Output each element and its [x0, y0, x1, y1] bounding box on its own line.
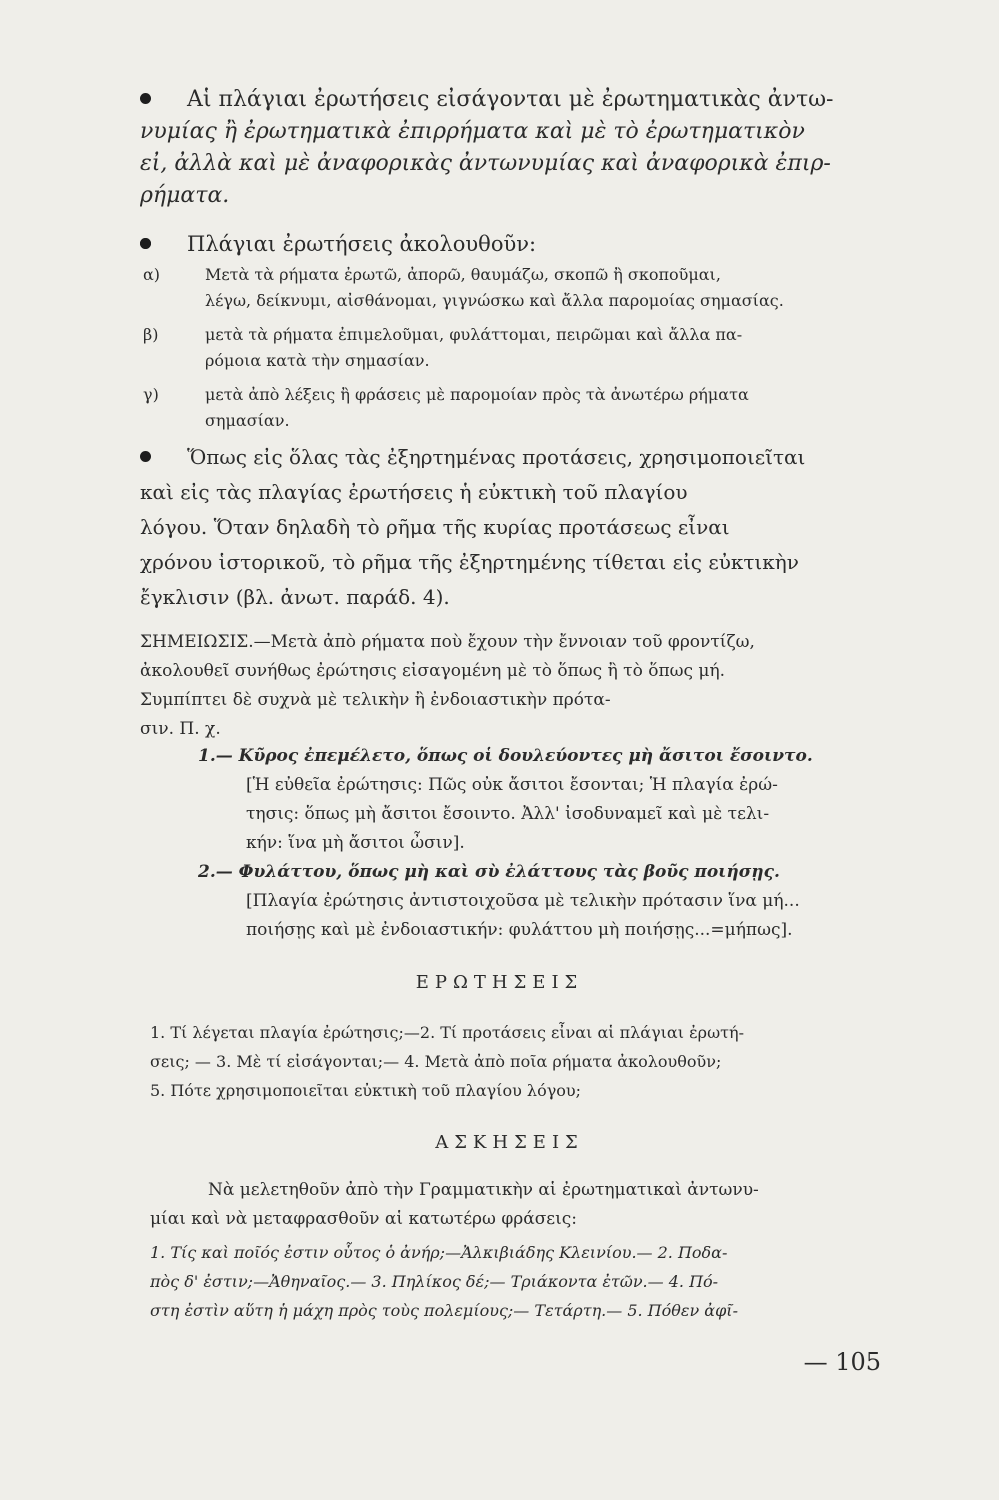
exercises-block [150, 1238, 890, 1325]
questions-heading: ΕΡΩΤΗΣΕΙΣ [415, 972, 584, 993]
example-line: [Πλαγία ἐρώτησις ἀντιστοιχοῦσα μὲ τελικὴν πρότασιν ἵνα μή... [246, 891, 800, 911]
para3-line: λόγου. Ὅταν δηλαδὴ τὸ ρῆμα τῆς κυρίας προτάσεως εἶναι [140, 515, 730, 539]
example-line: 1.— Κῦρος ἐπεμέλετο, ὅπως οἱ δουλεύοντες μὴ ἄσιτοι ἔσοιντο. [198, 746, 813, 766]
questions-block [150, 1018, 890, 1105]
case-line: μετὰ ἀπὸ λέξεις ἢ φράσεις μὲ παρομοίαν πρὸς τὰ ἀνωτέρω ρήματα [205, 385, 749, 404]
para3-line: χρόνου ἱστορικοῦ, τὸ ρῆμα τῆς ἐξηρτημένης τίθεται εἰς εὐκτικὴν [140, 550, 799, 574]
example-1 [198, 742, 888, 858]
para1-line: νυμίας ἢ ἐρωτηματικὰ ἐπιρρήματα καὶ μὲ τὸ ἐρωτηματικὸν [140, 119, 805, 144]
exercise-line: 1. Τίς καὶ ποῖός ἐστιν οὗτος ὁ ἀνήρ;—Ἀλκιβιάδης Κλεινίου.— 2. Ποδα- [150, 1243, 728, 1262]
case-line: λέγω, δείκνυμι, αἰσθάνομαι, γιγνώσκω καὶ ἄλλα παρομοίας σημασίας. [205, 291, 784, 310]
example-line: [Ἡ εὐθεῖα ἐρώτησις: Πῶς οὐκ ἄσιτοι ἔσονται; Ἡ πλαγία ἐρώ- [246, 775, 778, 795]
case-line: ρόμοια κατὰ τὴν σημασίαν. [205, 351, 430, 370]
para1-line: εἰ, ἀλλὰ καὶ μὲ ἀναφορικὰς ἀντωνυμίας καὶ ἀναφορικὰ ἐπιρ- [140, 151, 831, 176]
page-number: — 105 [803, 1348, 881, 1376]
case-line: μετὰ τὰ ρήματα ἐπιμελοῦμαι, φυλάττομαι, πειρῶμαι καὶ ἄλλα πα- [205, 325, 743, 344]
question-line: 5. Πότε χρησιμοποιεῖται εὐκτικὴ τοῦ πλαγίου λόγου; [150, 1081, 582, 1100]
para1-line: Αἱ πλάγιαι ἐρωτήσεις εἰσάγονται μὲ ἐρωτηματικὰς ἀντω- [187, 87, 834, 112]
case-label: α) [143, 265, 161, 284]
para3-line: Ὅπως εἰς ὅλας τὰς ἐξηρτημένας προτάσεις, χρησιμοποιεῖται [187, 445, 806, 469]
example-line: ποιήσῃς καὶ μὲ ἐνδοιαστικήν: φυλάττου μὴ ποιήσῃς...=μήπως]. [246, 920, 793, 940]
note-line: ΣΗΜΕΙΩΣΙΣ.—Μετὰ ἀπὸ ρήματα ποὺ ἔχουν τὴν ἔννοιαν τοῦ φροντίζω, [140, 632, 755, 652]
paragraph-indirect-questions [140, 84, 880, 212]
example-line: κήν: ἵνα μὴ ἄσιτοι ὦσιν]. [246, 833, 465, 853]
para3-line: καὶ εἰς τὰς πλαγίας ἐρωτήσεις ἡ εὐκτικὴ τοῦ πλαγίου [140, 480, 688, 504]
case-line: σημασίαν. [205, 411, 290, 430]
paragraph-optative [140, 440, 880, 615]
paragraph-follow [140, 228, 880, 260]
exercise-line: στη ἐστὶν αὕτη ἡ μάχη πρὸς τοὺς πολεμίους;— Τετάρτη.— 5. Πόθεν ἀφῖ- [150, 1301, 738, 1320]
case-label: γ) [143, 385, 159, 404]
note-line: Συμπίπτει δὲ συχνὰ μὲ τελικὴν ἢ ἐνδοιαστικὴν πρότα- [140, 690, 611, 710]
exercises-intro [150, 1176, 890, 1234]
case-label: β) [143, 325, 159, 344]
example-2 [198, 858, 888, 945]
para3-line: ἔγκλισιν (βλ. ἀνωτ. παράδ. 4). [140, 585, 450, 609]
exercises-heading: ΑΣΚΗΣΕΙΣ [435, 1132, 584, 1153]
note-line: ἀκολουθεῖ συνήθως ἐρώτησις εἰσαγομένη μὲ τὸ ὅπως ἢ τὸ ὅπως μή. [140, 661, 726, 681]
case-line: Μετὰ τὰ ρήματα ἐρωτῶ, ἀπορῶ, θαυμάζω, σκοπῶ ἢ σκοποῦμαι, [205, 265, 721, 284]
note-block [140, 628, 880, 744]
para1-line: ρήματα. [140, 183, 230, 208]
exercise-line: πὸς δ' ἐστιν;—Ἀθηναῖος.— 3. Πηλίκος δέ;— Τριάκοντα ἐτῶν.— 4. Πό- [150, 1272, 719, 1291]
para2-text: Πλάγιαι ἐρωτήσεις ἀκολουθοῦν: [187, 232, 537, 256]
bullet-icon [140, 238, 151, 249]
example-line: τησις: ὅπως μὴ ἄσιτοι ἔσοιντο. Ἀλλ' ἰσοδυναμεῖ καὶ μὲ τελι- [246, 804, 770, 824]
bullet-icon [140, 451, 151, 462]
question-line: 1. Τί λέγεται πλαγία ἐρώτησις;—2. Τί προτάσεις εἶναι αἱ πλάγιαι ἐρωτή- [150, 1023, 744, 1042]
example-line: 2.— Φυλάττου, ὅπως μὴ καὶ σὺ ἐλάττους τὰς βοῦς ποιήσῃς. [198, 862, 780, 882]
question-line: σεις; — 3. Μὲ τί εἰσάγονται;— 4. Μετὰ ἀπὸ ποῖα ρήματα ἀκολουθοῦν; [150, 1052, 722, 1071]
bullet-icon [140, 93, 151, 104]
exercise-intro-line: Νὰ μελετηθοῦν ἀπὸ τὴν Γραμματικὴν αἱ ἐρωτηματικαὶ ἀντωνυ- [208, 1180, 759, 1200]
exercise-intro-line: μίαι καὶ νὰ μεταφρασθοῦν αἱ κατωτέρω φράσεις: [150, 1209, 578, 1229]
note-line: σιν. Π. χ. [140, 719, 221, 739]
